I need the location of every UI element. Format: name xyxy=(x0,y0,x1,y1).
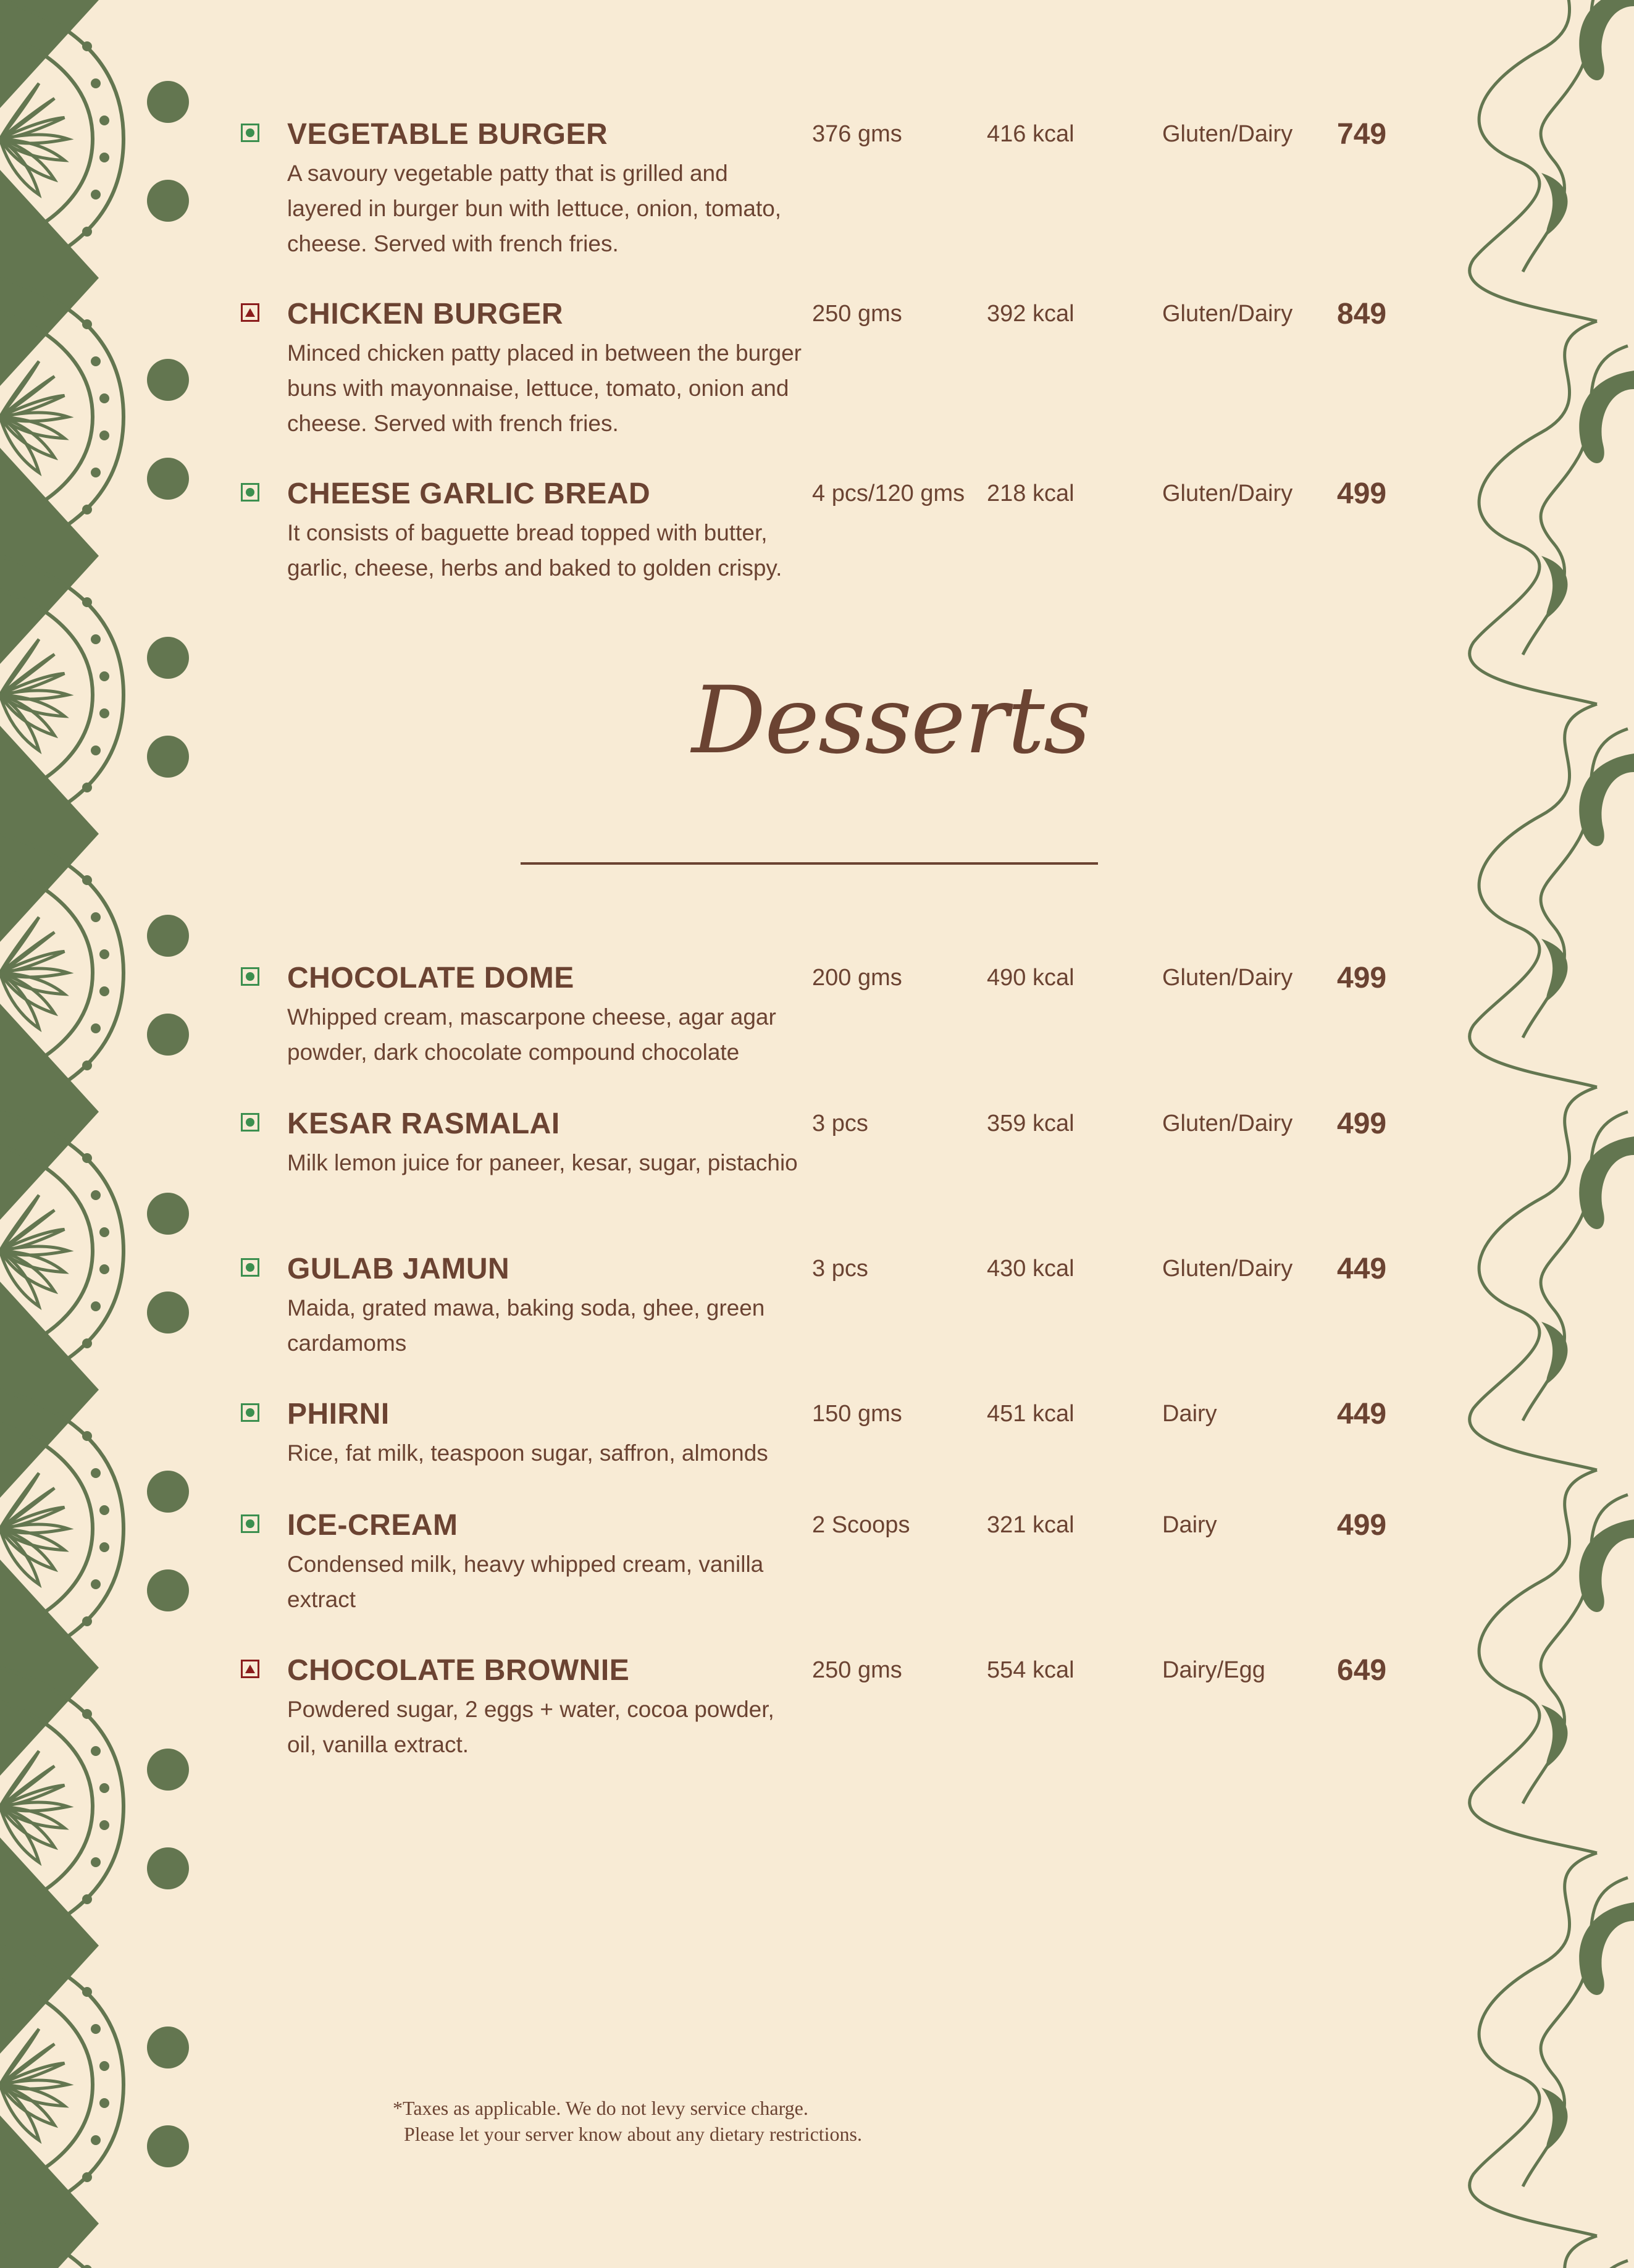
item-allergens: Dairy/Egg xyxy=(1162,1657,1265,1683)
item-allergens: Gluten/Dairy xyxy=(1162,301,1293,327)
veg-indicator-icon xyxy=(241,1113,259,1132)
item-calories: 490 kcal xyxy=(987,965,1075,991)
wavy-border-icon xyxy=(1449,0,1634,2268)
item-allergens: Dairy xyxy=(1162,1401,1217,1427)
item-description: A savoury vegetable patty that is grilled and layered in burger bun with lettuce, onion, tomato, cheese. Served with french fries. xyxy=(287,161,782,256)
item-price: 849 xyxy=(1337,298,1387,330)
item-quantity: 376 gms xyxy=(812,121,902,147)
item-calories: 359 kcal xyxy=(987,1111,1075,1136)
section-divider xyxy=(521,862,1098,865)
item-quantity: 2 Scoops xyxy=(812,1512,910,1538)
item-calories: 218 kcal xyxy=(987,481,1075,506)
item-quantity: 4 pcs/120 gms xyxy=(812,481,965,506)
veg-indicator-icon xyxy=(241,124,259,142)
nonveg-indicator-icon xyxy=(241,1660,259,1678)
item-name: ICE-CREAM xyxy=(287,1509,458,1542)
item-allergens: Gluten/Dairy xyxy=(1162,121,1293,147)
item-price: 499 xyxy=(1337,1107,1387,1140)
nonveg-indicator-icon xyxy=(241,303,259,322)
item-allergens: Gluten/Dairy xyxy=(1162,1111,1293,1136)
item-quantity: 3 pcs xyxy=(812,1256,868,1282)
item-price: 499 xyxy=(1337,477,1387,510)
veg-indicator-icon xyxy=(241,1258,259,1277)
item-price: 449 xyxy=(1337,1253,1387,1285)
item-quantity: 250 gms xyxy=(812,1657,902,1683)
item-description: Maida, grated mawa, baking soda, ghee, green cardamoms xyxy=(287,1295,765,1356)
floral-border-icon xyxy=(0,0,204,2268)
item-description: Powdered sugar, 2 eggs + water, cocoa powder, oil, vanilla extract. xyxy=(287,1697,774,1757)
item-price: 749 xyxy=(1337,118,1387,151)
item-price: 499 xyxy=(1337,1509,1387,1542)
veg-indicator-icon xyxy=(241,1514,259,1533)
item-name: CHEESE GARLIC BREAD xyxy=(287,477,651,510)
item-allergens: Gluten/Dairy xyxy=(1162,481,1293,506)
item-description: Milk lemon juice for paneer, kesar, sugar, pistachio xyxy=(287,1150,798,1175)
item-name: CHICKEN BURGER xyxy=(287,298,564,330)
footnote-taxes: *Taxes as applicable. We do not levy service charge. xyxy=(393,2097,808,2119)
item-name: CHOCOLATE DOME xyxy=(287,962,574,994)
item-price: 649 xyxy=(1337,1654,1387,1687)
item-quantity: 150 gms xyxy=(812,1401,902,1427)
item-calories: 554 kcal xyxy=(987,1657,1075,1683)
item-name: VEGETABLE BURGER xyxy=(287,118,608,151)
item-price: 449 xyxy=(1337,1398,1387,1430)
item-quantity: 200 gms xyxy=(812,965,902,991)
item-description: Condensed milk, heavy whipped cream, vanilla extract xyxy=(287,1552,764,1612)
footnote-dietary: Please let your server know about any dietary restrictions. xyxy=(404,2123,862,2145)
section-title-desserts: Desserts xyxy=(692,667,1090,775)
item-quantity: 3 pcs xyxy=(812,1111,868,1136)
veg-indicator-icon xyxy=(241,967,259,986)
item-description: Rice, fat milk, teaspoon sugar, saffron, almonds xyxy=(287,1440,768,1466)
item-name: GULAB JAMUN xyxy=(287,1253,510,1285)
item-calories: 451 kcal xyxy=(987,1401,1075,1427)
veg-indicator-icon xyxy=(241,1403,259,1422)
item-name: PHIRNI xyxy=(287,1398,390,1430)
item-allergens: Gluten/Dairy xyxy=(1162,965,1293,991)
item-description: It consists of baguette bread topped with butter, garlic, cheese, herbs and baked to golden crispy. xyxy=(287,520,782,581)
veg-indicator-icon xyxy=(241,483,259,502)
item-calories: 321 kcal xyxy=(987,1512,1075,1538)
item-name: CHOCOLATE BROWNIE xyxy=(287,1654,630,1687)
item-allergens: Dairy xyxy=(1162,1512,1217,1538)
footnote xyxy=(393,2095,862,2147)
item-calories: 416 kcal xyxy=(987,121,1075,147)
item-allergens: Gluten/Dairy xyxy=(1162,1256,1293,1282)
item-name: KESAR RASMALAI xyxy=(287,1107,560,1140)
item-quantity: 250 gms xyxy=(812,301,902,327)
item-calories: 430 kcal xyxy=(987,1256,1075,1282)
floral-border-ornament xyxy=(0,0,204,2268)
item-calories: 392 kcal xyxy=(987,301,1075,327)
item-price: 499 xyxy=(1337,962,1387,994)
item-description: Minced chicken patty placed in between the burger buns with mayonnaise, lettuce, tomato, onion and cheese. Served with french fries. xyxy=(287,340,802,436)
item-description: Whipped cream, mascarpone cheese, agar agar powder, dark chocolate compound chocolate xyxy=(287,1004,776,1065)
wavy-border-ornament xyxy=(1449,0,1634,2268)
